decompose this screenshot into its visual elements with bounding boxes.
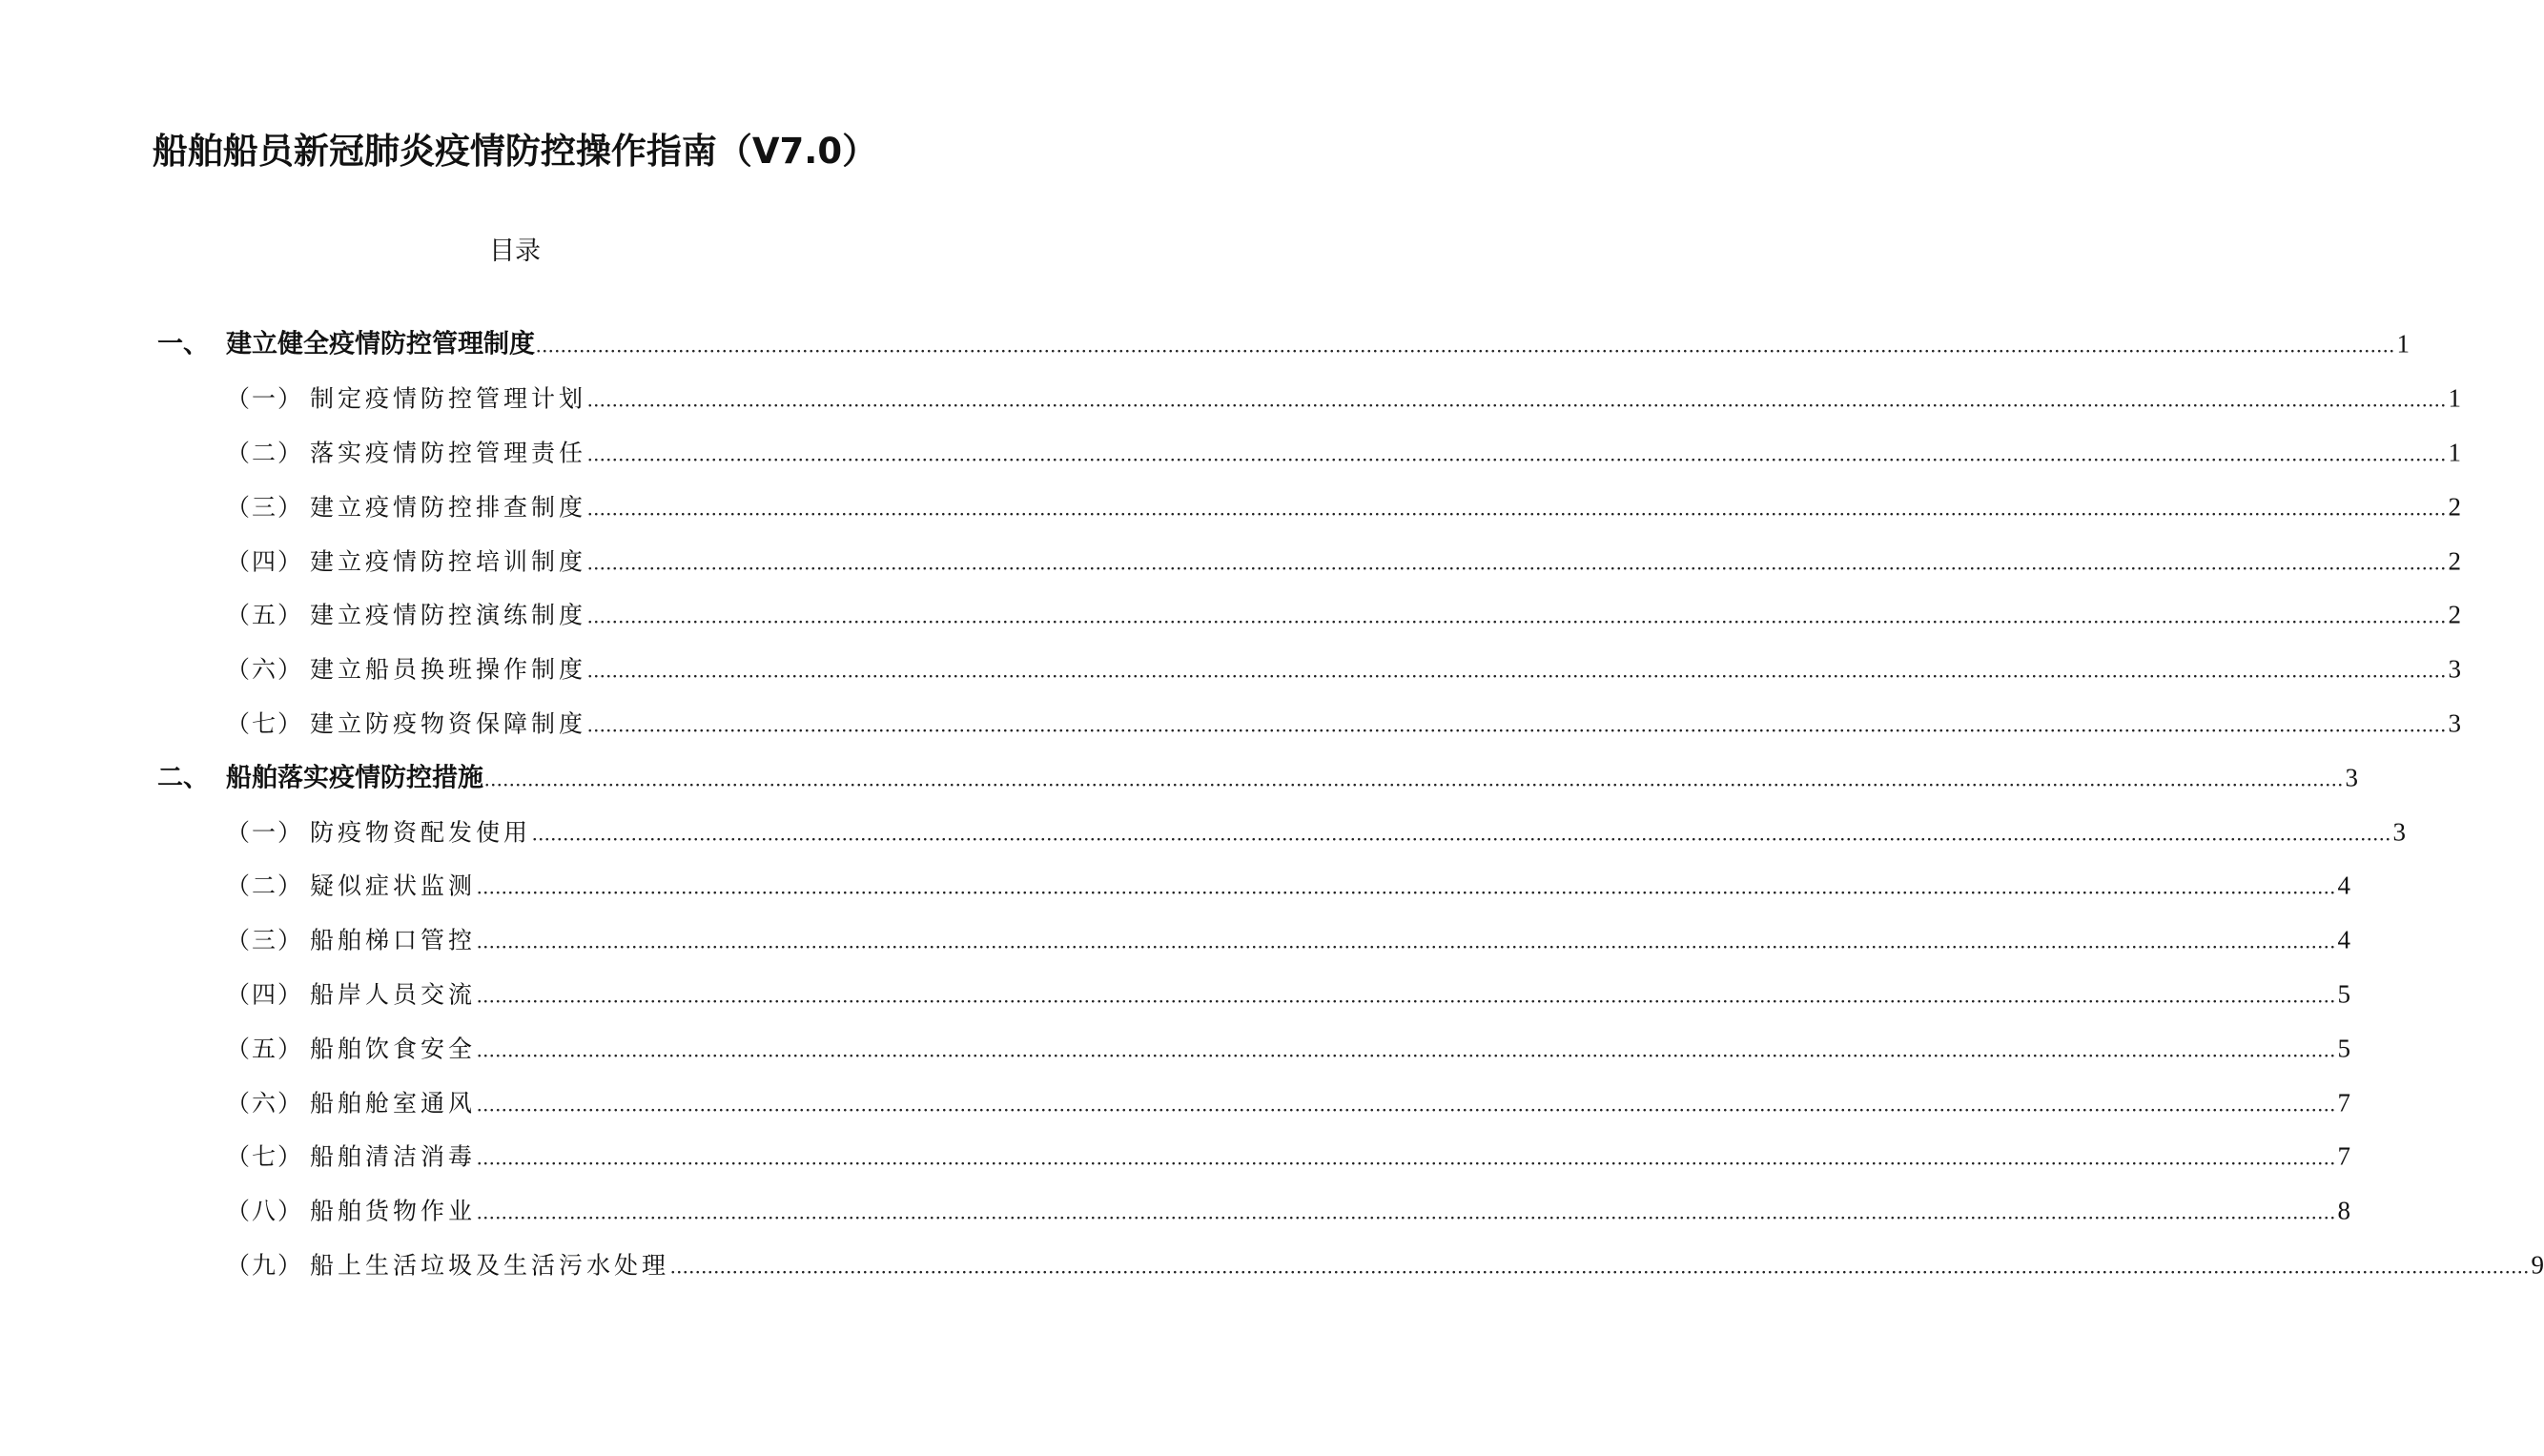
toc-subsection-entry[interactable] xyxy=(157,1184,2351,1239)
toc-entry-title: 建立疫情防控排查制度 xyxy=(310,493,587,522)
toc-entry-title: 船舶货物作业 xyxy=(310,1197,477,1225)
toc-subsection-entry[interactable] xyxy=(157,968,2351,1022)
toc-entry-number: （一） xyxy=(226,818,304,847)
toc-subsection-entry[interactable] xyxy=(157,859,2351,913)
toc-entry-number: （五） xyxy=(226,1035,304,1063)
toc-entry-title: 建立船员换班操作制度 xyxy=(310,655,587,684)
toc-entry-title: 船舶饮食安全 xyxy=(310,1035,477,1063)
toc-entry-line xyxy=(310,383,2462,413)
toc-entry-title: 制定疫情防控管理计划 xyxy=(310,384,587,413)
toc-entry-number: （二） xyxy=(226,439,304,467)
toc-entry-number: （五） xyxy=(226,601,304,629)
toc-dot-leader: ............................................................................................................................................................................................................................................................................................................ xyxy=(536,333,2395,358)
toc-dot-leader: ............................................................................................................................................................................................................................................................................................................ xyxy=(477,1092,2337,1117)
toc-subsection-entry[interactable] xyxy=(157,805,2407,859)
toc-entry-line xyxy=(310,492,2462,522)
toc-entry-line xyxy=(226,763,2358,793)
toc-entry-title: 船舶落实疫情防控措施 xyxy=(226,763,483,793)
toc-entry-line xyxy=(310,654,2462,684)
toc-page-number: 1 xyxy=(2448,383,2462,413)
toc-subsection-entry[interactable] xyxy=(157,588,2462,643)
toc-entry-number: （九） xyxy=(226,1251,304,1280)
toc-entry-number: （六） xyxy=(226,1089,304,1118)
toc-section-entry[interactable] xyxy=(157,750,2358,805)
toc-entry-title: 建立疫情防控培训制度 xyxy=(310,547,587,576)
toc-page-number: 5 xyxy=(2337,1034,2351,1063)
toc-entry-line xyxy=(310,1141,2351,1171)
toc-subsection-entry[interactable] xyxy=(157,913,2351,968)
toc-entry-number: （三） xyxy=(226,493,304,522)
toc-dot-leader: ............................................................................................................................................................................................................................................................................................................ xyxy=(587,441,2448,466)
toc-dot-leader: ............................................................................................................................................................................................................................................................................................................ xyxy=(477,1200,2337,1224)
toc-page-number: 2 xyxy=(2448,600,2462,629)
toc-page-number: 8 xyxy=(2337,1196,2351,1225)
toc-entry-number: （八） xyxy=(226,1197,304,1225)
toc-page-number: 3 xyxy=(2448,708,2462,738)
toc-subsection-entry[interactable] xyxy=(157,534,2462,588)
toc-dot-leader: ............................................................................................................................................................................................................................................................................................................ xyxy=(484,767,2344,791)
toc-entry-title: 船舶清洁消毒 xyxy=(310,1142,477,1171)
toc-subsection-entry[interactable] xyxy=(157,1076,2351,1130)
toc-entry-number: （六） xyxy=(226,655,304,684)
toc-entry-line xyxy=(310,600,2462,629)
toc-entry-line xyxy=(310,979,2351,1009)
toc-entry-title: 疑似症状监测 xyxy=(310,872,477,900)
toc-subsection-entry[interactable] xyxy=(157,372,2462,426)
toc-entry-line xyxy=(310,925,2351,954)
toc-entry-line xyxy=(310,1088,2351,1118)
toc-page-number: 4 xyxy=(2337,925,2351,954)
toc-page-number: 7 xyxy=(2337,1141,2351,1171)
toc-entry-title: 建立疫情防控演练制度 xyxy=(310,601,587,629)
toc-entry-number: （七） xyxy=(226,1142,304,1171)
toc-page-number: 5 xyxy=(2337,979,2351,1009)
toc-entry-title: 船舶舱室通风 xyxy=(310,1089,477,1118)
toc-entry-number: 二、 xyxy=(157,763,209,793)
toc-entry-line xyxy=(310,1034,2351,1063)
toc-entry-line xyxy=(310,546,2462,576)
toc-dot-leader: ............................................................................................................................................................................................................................................................................................................ xyxy=(587,550,2448,575)
toc-page-number: 2 xyxy=(2448,546,2462,576)
toc-entry-number: （四） xyxy=(226,547,304,576)
toc-entry-line xyxy=(310,817,2407,847)
toc-dot-leader: ............................................................................................................................................................................................................................................................................................................ xyxy=(477,874,2337,899)
toc-dot-leader: ............................................................................................................................................................................................................................................................................................................ xyxy=(587,604,2448,628)
toc-page-number: 4 xyxy=(2337,871,2351,900)
toc-entry-line xyxy=(310,438,2462,467)
toc-entry-number: 一、 xyxy=(157,329,209,359)
toc-entry-title: 建立防疫物资保障制度 xyxy=(310,709,587,738)
toc-subsection-entry[interactable] xyxy=(157,1239,2544,1293)
toc-entry-number: （四） xyxy=(226,980,304,1009)
toc-entry-title: 船岸人员交流 xyxy=(310,980,477,1009)
toc-entry-line xyxy=(226,329,2410,359)
toc-page-number: 3 xyxy=(2392,817,2407,847)
toc-subsection-entry[interactable] xyxy=(157,480,2462,534)
toc-entry-number: （七） xyxy=(226,709,304,738)
toc-page-number: 7 xyxy=(2337,1088,2351,1118)
toc-page-number: 3 xyxy=(2345,763,2358,792)
toc-dot-leader: ............................................................................................................................................................................................................................................................................................................ xyxy=(477,1037,2337,1062)
toc-page-number: 3 xyxy=(2448,654,2462,684)
table-of-contents xyxy=(157,318,2544,1292)
toc-heading: 目录 xyxy=(489,236,541,266)
toc-dot-leader: ............................................................................................................................................................................................................................................................................................................ xyxy=(670,1254,2531,1279)
toc-page-number: 2 xyxy=(2448,492,2462,522)
toc-dot-leader: ............................................................................................................................................................................................................................................................................................................ xyxy=(477,983,2337,1008)
document-title: 船舶船员新冠肺炎疫情防控操作指南（V7.0） xyxy=(152,131,878,172)
toc-dot-leader: ............................................................................................................................................................................................................................................................................................................ xyxy=(587,496,2448,521)
toc-entry-title: 落实疫情防控管理责任 xyxy=(310,439,587,467)
toc-entry-title: 建立健全疫情防控管理制度 xyxy=(226,329,535,359)
toc-entry-line xyxy=(310,708,2462,738)
toc-dot-leader: ............................................................................................................................................................................................................................................................................................................ xyxy=(587,658,2448,683)
toc-entry-title: 船上生活垃圾及生活污水处理 xyxy=(310,1251,670,1280)
toc-dot-leader: ............................................................................................................................................................................................................................................................................................................ xyxy=(587,387,2448,412)
toc-subsection-entry[interactable] xyxy=(157,1021,2351,1076)
toc-dot-leader: ............................................................................................................................................................................................................................................................................................................ xyxy=(587,712,2448,737)
toc-page-number: 9 xyxy=(2531,1250,2544,1280)
toc-dot-leader: ............................................................................................................................................................................................................................................................................................................ xyxy=(477,1145,2337,1170)
toc-entry-line xyxy=(310,1250,2544,1280)
toc-page-number: 1 xyxy=(2448,438,2462,467)
toc-subsection-entry[interactable] xyxy=(157,1130,2351,1184)
toc-entry-title: 防疫物资配发使用 xyxy=(310,818,532,847)
toc-dot-leader: ............................................................................................................................................................................................................................................................................................................ xyxy=(532,821,2392,846)
toc-entry-line xyxy=(310,871,2351,900)
toc-entry-number: （一） xyxy=(226,384,304,413)
toc-section-entry[interactable] xyxy=(157,318,2410,372)
toc-entry-title: 船舶梯口管控 xyxy=(310,926,477,954)
toc-entry-line xyxy=(310,1196,2351,1225)
toc-entry-number: （三） xyxy=(226,926,304,954)
toc-subsection-entry[interactable] xyxy=(157,643,2462,697)
toc-entry-number: （二） xyxy=(226,872,304,900)
toc-subsection-entry[interactable] xyxy=(157,426,2462,481)
toc-subsection-entry[interactable] xyxy=(157,697,2462,751)
toc-page-number: 1 xyxy=(2396,329,2410,359)
toc-dot-leader: ............................................................................................................................................................................................................................................................................................................ xyxy=(477,929,2337,954)
